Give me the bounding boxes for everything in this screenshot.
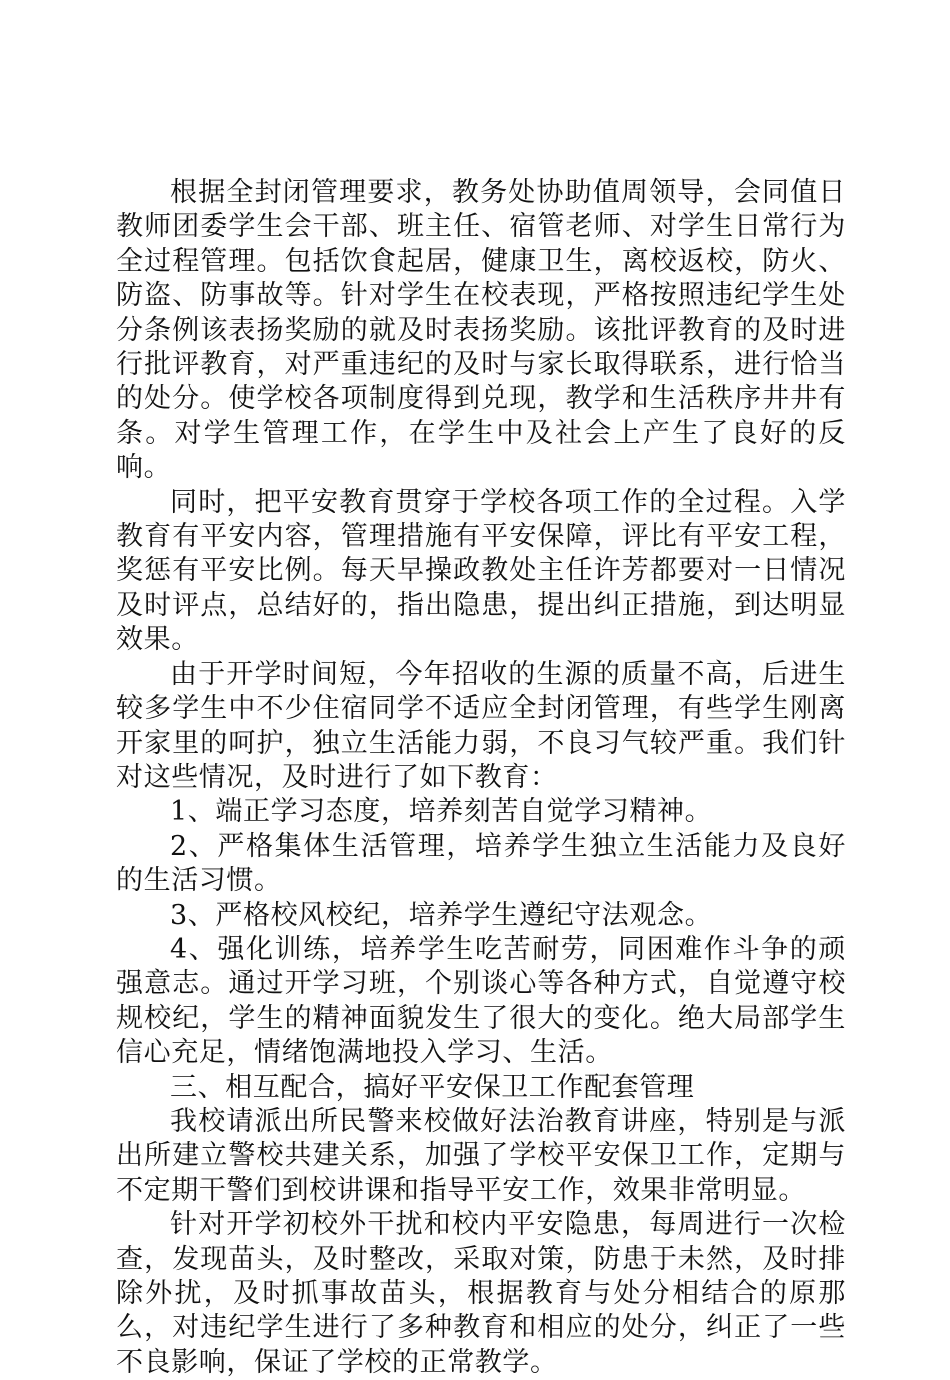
paragraph-police-cooperation: 我校请派出所民警来校做好法治教育讲座，特别是与派出所建立警校共建关系，加强了学校平安保卫工作，定期与不定期干警们到校讲课和指导平安工作，效果非常明显。 xyxy=(116,1105,846,1206)
section-heading-security: 三、相互配合，搞好平安保卫工作配套管理 xyxy=(170,1071,695,1103)
list-item-4: 4、强化训练，培养学生吃苦耐劳，同困难作斗争的顽强意志。通过开学习班，个别谈心等各种方式，自觉遵守校规校纪，学生的精神面貌发生了很大的变化。绝大局部学生信心充足，情绪饱满地投入学习、生活。 xyxy=(116,933,846,1069)
paragraph-student-management: 根据全封闭管理要求，教务处协助值周领导，会同值日教师团委学生会干部、班主任、宿管老师、对学生日常行为全过程管理。包括饮食起居，健康卫生，离校返校，防火、防盗、防事故等。针对学生在校表现，严格按照违纪学生处分条例该表扬奖励的就及时表扬奖励。该批评教育的及时进行批评教育，对严重违纪的及时与家长取得联系，进行恰当的处分。使学校各项制度得到兑现，教学和生活秩序井井有条。对学生管理工作，在学生中及社会上产生了良好的反响。 xyxy=(116,177,846,484)
body-text xyxy=(116,176,846,1380)
paragraph-safety-education: 同时，把平安教育贯穿于学校各项工作的全过程。入学教育有平安内容，管理措施有平安保障，评比有平安工程，奖惩有平安比例。每天早操政教处主任许芳都要对一日情况及时评点，总结好的，指出隐患，提出纠正措施，到达明显效果。 xyxy=(116,486,846,656)
paragraph-new-students: 由于开学时间短，今年招收的生源的质量不高，后进生较多学生中不少住宿同学不适应全封闭管理，有些学生刚离开家里的呵护，独立生活能力弱，不良习气较严重。我们针对这些情况，及时进行了如下教育： xyxy=(116,658,846,793)
list-item-1: 1、端正学习态度，培养刻苦自觉学习精神。 xyxy=(170,796,713,828)
list-item-2: 2、严格集体生活管理，培养学生独立生活能力及良好的生活习惯。 xyxy=(116,830,846,897)
paragraph-weekly-inspection: 针对开学初校外干扰和校内平安隐患，每周进行一次检查，发现苗头，及时整改，采取对策，防患于未然，及时排除外扰，及时抓事故苗头，根据教育与处分相结合的原那么，对违纪学生进行了多种教育和相应的处分，纠正了一些不良影响，保证了学校的正常教学。 xyxy=(116,1209,846,1378)
list-item-3: 3、严格校风校纪，培养学生遵纪守法观念。 xyxy=(170,899,713,931)
